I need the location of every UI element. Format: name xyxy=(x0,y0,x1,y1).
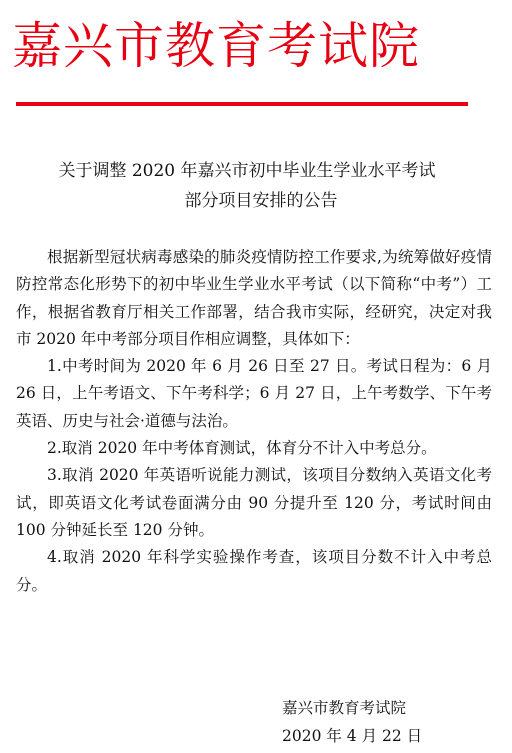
item-3-paragraph: 3.取消 2020 年英语听说能力测试，该项目分数纳入英语文化考试，即英语文化考试卷面满分由 90 分提升至 120 分，考试时间由 100 分钟延长至 120 分钟。 xyxy=(16,466,492,539)
signature-block xyxy=(268,694,438,750)
signature-date: 2020 年 4 月 22 日 xyxy=(282,727,423,745)
masthead-divider xyxy=(16,102,468,106)
item-2-paragraph: 2.取消 2020 年中考体育测试，体育分不计入中考总分。 xyxy=(47,439,437,458)
signature-org: 嘉兴市教育考试院 xyxy=(282,699,407,717)
notice-title xyxy=(0,156,512,216)
notice-title-line-2: 部分项目安排的公告 xyxy=(184,191,338,211)
notice-title-line-1: 关于调整 2020 年嘉兴市初中毕业生学业水平考试 xyxy=(58,161,436,181)
item-4-paragraph: 4.取消 2020 年科学实验操作考查，该项目分数不计入中考总分。 xyxy=(16,548,492,594)
masthead-title: 嘉兴市教育考试院 xyxy=(12,17,420,75)
item-1-paragraph: 1.中考时间为 2020 年 6 月 26 日至 27 日。考试日程为：6 月 26 日，上午考语文、下午考科学；6 月 27 日，上午考数学、下午考英语、历史与社会·道德与法治。 xyxy=(16,357,492,430)
intro-paragraph: 根据新型冠状病毒感染的肺炎疫情防控工作要求,为统筹做好疫情防控常态化形势下的初中毕业生学业水平考试（以下简称“中考”）工作，根据省教育厅相关工作部署，结合我市实际，经研究，决定对我市 2020 年中考部分项目作相应调整，具体如下： xyxy=(16,248,492,348)
notice-body xyxy=(16,244,492,599)
